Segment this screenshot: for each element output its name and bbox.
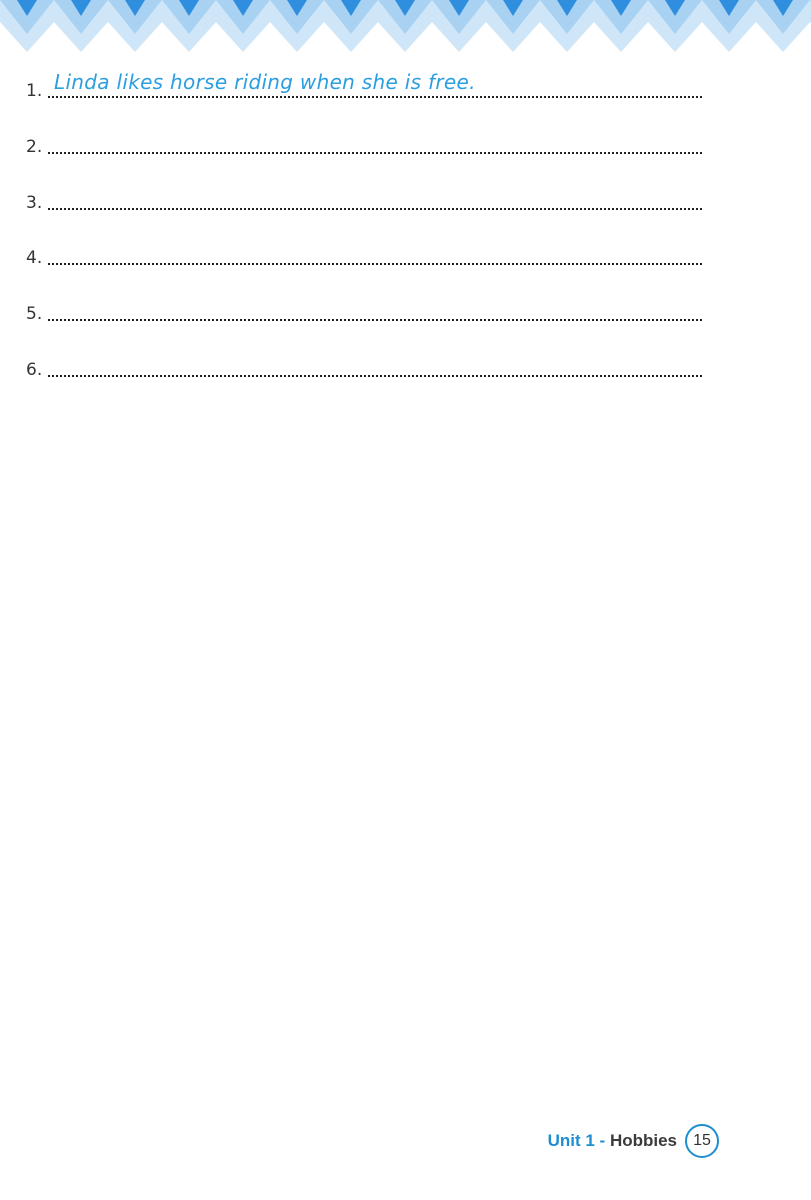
- item-number: 2.: [26, 137, 43, 157]
- item-number: 4.: [26, 248, 43, 268]
- zigzag-banner: [0, 0, 811, 52]
- dotted-line: [48, 188, 702, 210]
- dotted-line: [48, 243, 702, 265]
- page-footer: [548, 1124, 719, 1158]
- answer-line-2[interactable]: [26, 126, 702, 156]
- item-number: 5.: [26, 304, 43, 324]
- answer-line-4[interactable]: [26, 237, 702, 267]
- answer-line-1[interactable]: [26, 70, 702, 100]
- page-number: 15: [685, 1124, 719, 1158]
- unit-title: [548, 1131, 677, 1151]
- dotted-line: [48, 299, 702, 321]
- answer-line-5[interactable]: [26, 293, 702, 323]
- dotted-line: [48, 132, 702, 154]
- unit-separator: -: [594, 1131, 610, 1150]
- dotted-line: [48, 70, 702, 98]
- handwritten-answer: Linda likes horse riding when she is free.: [54, 70, 476, 94]
- answer-line-6[interactable]: [26, 349, 702, 379]
- unit-label: Unit 1: [547, 1131, 595, 1150]
- dotted-line: [48, 355, 702, 377]
- item-number: 3.: [26, 193, 43, 213]
- answer-line-3[interactable]: [26, 182, 702, 212]
- item-number: 6.: [26, 360, 43, 380]
- unit-topic: Hobbies: [609, 1131, 677, 1150]
- item-number: 1.: [26, 81, 43, 101]
